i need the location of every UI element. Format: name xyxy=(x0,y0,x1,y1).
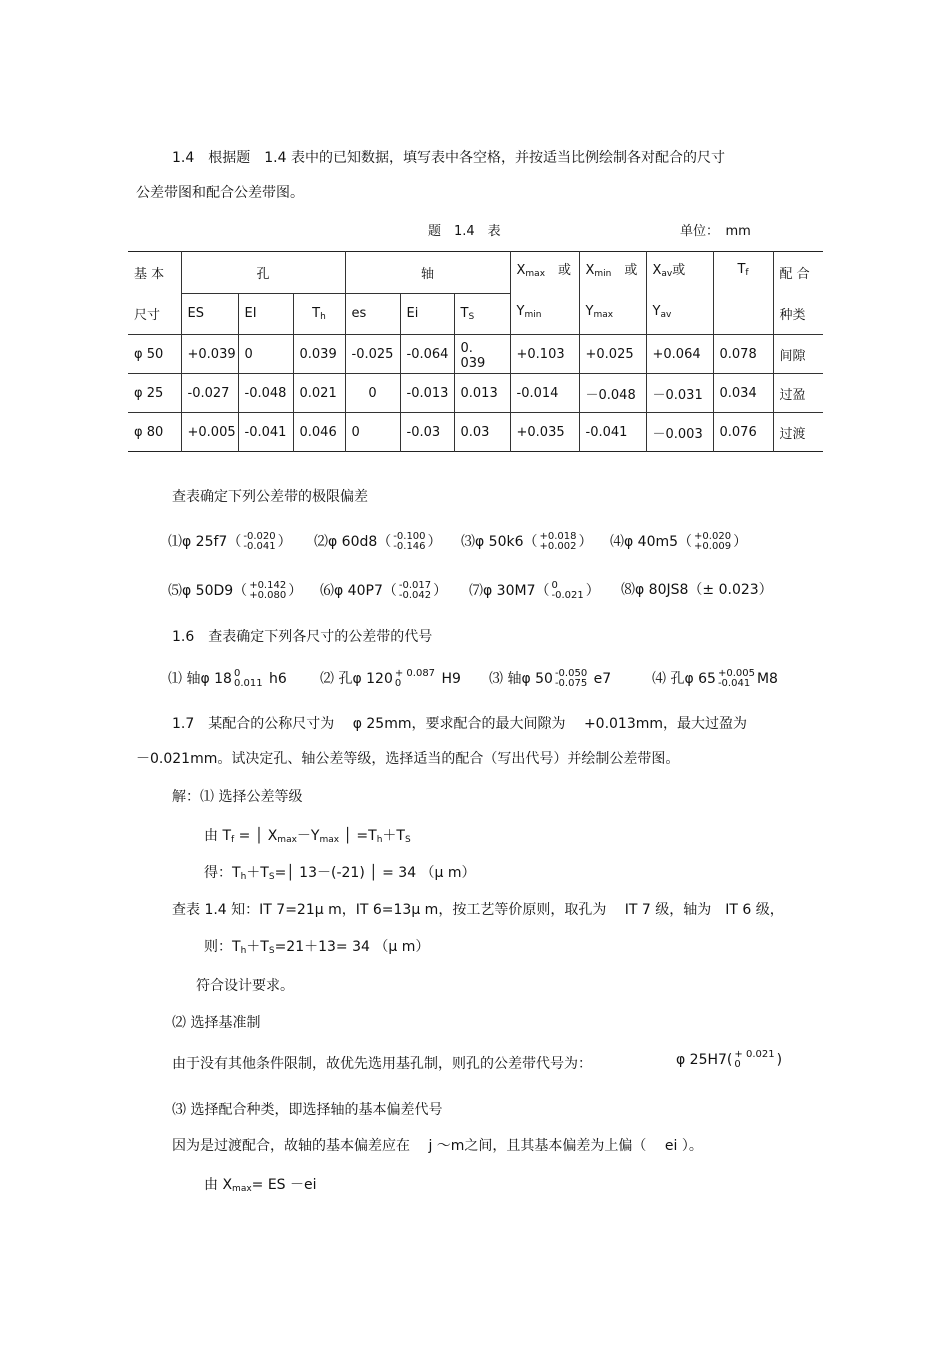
header-fit-type-2: 种类 xyxy=(773,293,823,335)
cell: 0.076 xyxy=(713,413,773,452)
q17-eq1: 由 $T_f$ = │ $X_{max}-Y_{max}$ │ $=T_h+T_S$ xyxy=(204,828,411,845)
cell: -0.013 xyxy=(400,374,454,413)
cell: 间隙 xyxy=(773,335,823,374)
q15-item7: ⑺φ 30M7（ 0 -0.021 ） xyxy=(469,580,600,601)
table-row xyxy=(128,335,823,374)
cell: -0.041 xyxy=(238,413,293,452)
cell: 0.034 xyxy=(713,374,773,413)
header-basic-size: 基 本 xyxy=(128,252,181,294)
cell: －0.003 xyxy=(646,413,713,452)
cell: φ 50 xyxy=(128,335,181,374)
cell: -0.025 xyxy=(345,335,400,374)
q15-item3: ⑶φ 50k6（ +0.018 +0.002 ） xyxy=(461,531,593,552)
table-caption: 题 1.4 表 xyxy=(428,224,501,239)
q15-item1: ⑴φ 25f7（ -0.020 -0.041 ） xyxy=(168,531,292,552)
q17-conclusion: 符合设计要求。 xyxy=(196,978,294,994)
header-es: es xyxy=(345,293,400,335)
q17-step1: 解：⑴ 选择公差等级 xyxy=(172,789,303,805)
q17-eq4: 由 $X_{max}=$ ES －ei xyxy=(204,1177,317,1194)
cell: +0.039 xyxy=(181,335,238,374)
cell: -0.027 xyxy=(181,374,238,413)
q15-item5: ⑸φ 50D9（ +0.142 +0.080 ） xyxy=(168,580,303,601)
header-xav-yav: $X_{av}$或 $Y_{av}$ xyxy=(646,252,713,335)
q16-title: 1.6 查表确定下列各尺寸的公差带的代号 xyxy=(172,629,433,645)
header-fit-type: 配 合 xyxy=(773,252,823,294)
cell: -0.014 xyxy=(510,374,579,413)
q17-eq2: 得：$T_h+T_S=│$ 13－(-21) │ = 34 （μ m） xyxy=(204,865,476,882)
cell: 0.039 xyxy=(293,335,345,374)
cell: 过渡 xyxy=(773,413,823,452)
cell: 0.03 xyxy=(454,413,510,452)
q17-line1: 1.7 某配合的公称尺寸为 φ 25mm，要求配合的最大间隙为 +0.013mm，最大过盈为 xyxy=(172,716,748,732)
cell: -0.041 xyxy=(579,413,646,452)
header-ei: Ei xyxy=(400,293,454,335)
q17-step3: ⑶ 选择配合种类，即选择轴的基本偏差代号 xyxy=(172,1102,443,1118)
q17-eq3: 则：$T_h+T_S=21+13= 34$ （μ m） xyxy=(204,939,430,956)
q15-title: 查表确定下列公差带的极限偏差 xyxy=(172,489,368,505)
q15-item4: ⑷φ 40m5（ +0.020 +0.009 ） xyxy=(610,531,748,552)
header-hole: 孔 xyxy=(181,252,345,294)
header-Ts: $T_S$ xyxy=(454,293,510,335)
q15-item6: ⑹φ 40P7（ -0.017 -0.042 ） xyxy=(320,580,448,601)
q17-line2: －0.021mm。试决定孔、轴公差等级，选择适当的配合（写出代号）并绘制公差带图。 xyxy=(136,751,680,767)
cell: +0.035 xyxy=(510,413,579,452)
table-unit: 单位： mm xyxy=(680,224,751,239)
cell: 0. 039 xyxy=(454,335,510,374)
q16-item2: ⑵ 孔φ 120 + 0.087 0 H9 xyxy=(320,668,461,689)
cell: +0.025 xyxy=(579,335,646,374)
cell: +0.064 xyxy=(646,335,713,374)
table-row xyxy=(128,413,823,452)
cell: 0.013 xyxy=(454,374,510,413)
header-ES: ES xyxy=(181,293,238,335)
cell: -0.048 xyxy=(238,374,293,413)
cell: 过盈 xyxy=(773,374,823,413)
cell: φ 80 xyxy=(128,413,181,452)
q17-lookup: 查表 1.4 知：IT 7=21μ m，IT 6=13μ m，按工艺等价原则，取孔为 IT 7 级，轴为 IT 6 级， xyxy=(172,902,784,918)
cell: +0.005 xyxy=(181,413,238,452)
cell: 0.046 xyxy=(293,413,345,452)
q17-basis-text: 由于没有其他条件限制，故优先选用基孔制，则孔的公差带代号为： xyxy=(172,1056,592,1072)
q16-item1: ⑴ 轴φ 18 0 0.011 h6 xyxy=(168,668,287,689)
q17-hole-code: φ 25H7( + 0.021 0 ) xyxy=(676,1049,783,1070)
header-xmax-ymin: $X_{max}$ 或 $Y_{min}$ xyxy=(510,252,579,335)
q14-line2: 公差带图和配合公差带图。 xyxy=(136,185,304,201)
q14-line1: 1.4 根据题 1.4 表中的已知数据，填写表中各空格，并按适当比例绘制各对配合的尺寸 xyxy=(172,150,725,166)
header-basic-size-2: 尺寸 xyxy=(128,293,181,335)
cell: －0.048 xyxy=(579,374,646,413)
q15-item2: ⑵φ 60d8（ -0.100 -0.146 ） xyxy=(314,531,442,552)
header-Th: $T_h$ xyxy=(293,293,345,335)
cell: 0.078 xyxy=(713,335,773,374)
q15-item8: ⑻φ 80JS8（± 0.023） xyxy=(621,582,773,598)
q16-item3: ⑶ 轴φ 50 -0.050 -0.075 e7 xyxy=(489,668,612,689)
header-EI: EI xyxy=(238,293,293,335)
q17-transition: 因为是过渡配合，故轴的基本偏差应在 j ～m之间，且其基本偏差为上偏（ ei ）。 xyxy=(172,1138,703,1154)
cell: φ 25 xyxy=(128,374,181,413)
cell: 0.021 xyxy=(293,374,345,413)
cell: -0.03 xyxy=(400,413,454,452)
cell: -0.064 xyxy=(400,335,454,374)
table-row xyxy=(128,374,823,413)
header-shaft: 轴 xyxy=(345,252,510,294)
cell: 0 xyxy=(238,335,293,374)
header-xmin-ymax: $X_{min}$ 或 $Y_{max}$ xyxy=(579,252,646,335)
q16-item4: ⑷ 孔φ 65 +0.005 -0.041 M8 xyxy=(652,668,778,689)
header-tf: $T_f$ xyxy=(713,252,773,335)
tolerance-table xyxy=(128,251,823,452)
q17-step2: ⑵ 选择基准制 xyxy=(172,1015,261,1031)
cell: 0 xyxy=(345,374,400,413)
cell: －0.031 xyxy=(646,374,713,413)
cell: 0 xyxy=(345,413,400,452)
cell: +0.103 xyxy=(510,335,579,374)
